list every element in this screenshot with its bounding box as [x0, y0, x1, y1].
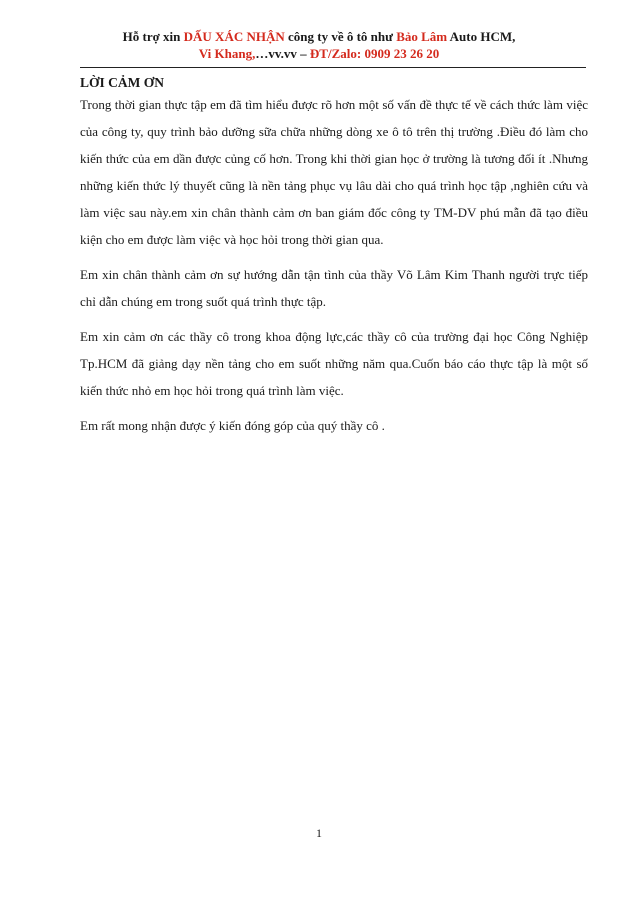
- paragraph: Trong thời gian thực tập em đã tìm hiểu được rõ hơn một số vấn đề thực tế về cách thức làm việc của công ty, quy trình bảo dưỡng sữa chữa những dòng xe ô tô trên thị trường .Điều đó làm cho kiến thức của em dần được củng cố hơn. Trong khi thời gian học ở trường là tương đối ít .Nhưng những kiến thức lý thuyết cũng là nền tảng phục vụ lâu dài cho quá trình học tập ,nghiên cứu và làm việc sau này.em xin chân thành cảm ơn ban giám đốc công ty TM-DV phú mẫn đã tạo điều kiện cho em được làm việc và học hỏi trong thời gian qua.: [80, 97, 588, 247]
- page-number: 1: [316, 826, 322, 840]
- section-title: LỜI CẢM ƠN: [80, 75, 164, 90]
- header-line-2: [60, 45, 578, 62]
- header-text: Hỗ trợ xin: [122, 29, 184, 44]
- paragraph: Em rất mong nhận được ý kiến đóng góp của quý thầy cô .: [80, 418, 385, 433]
- paragraph: Em xin chân thành cảm ơn sự hướng dẫn tận tình của thầy Võ Lâm Kim Thanh người trực tiếp chỉ dẫn chúng em trong suốt quá trình thực tập.: [80, 267, 588, 309]
- header-highlight: Bảo Lâm: [396, 29, 448, 44]
- header-highlight: DẤU XÁC NHẬN: [183, 29, 285, 44]
- header-line-1: [60, 28, 578, 45]
- header-text: Auto HCM,: [447, 29, 516, 44]
- header-highlight: Vi Khang,: [198, 46, 256, 61]
- header-text: …vv.vv –: [255, 46, 310, 61]
- header-contact: ĐT/Zalo: 0909 23 26 20: [309, 46, 440, 61]
- paragraph: Em xin cảm ơn các thầy cô trong khoa động lực,các thầy cô của trường đại học Công Nghiệp Tp.HCM đã giảng dạy nền tảng cho em suốt những năm qua.Cuốn báo cáo thực tập là một số kiến thức nhỏ em học hỏi trong quá trình làm việc.: [80, 329, 588, 398]
- document-body: [80, 91, 588, 447]
- header-divider: [80, 67, 586, 68]
- page-header: [60, 28, 578, 62]
- header-text: công ty về ô tô như: [284, 29, 397, 44]
